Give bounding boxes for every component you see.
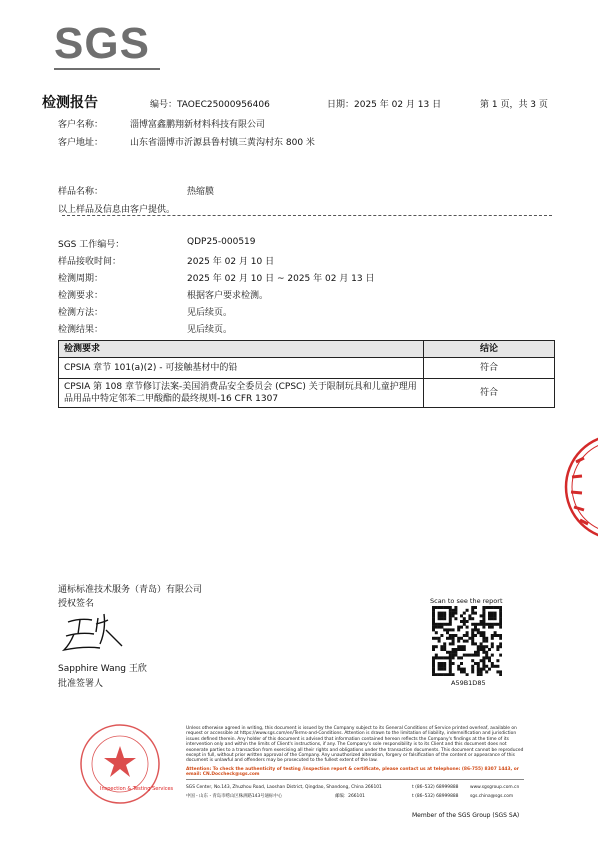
field-label: 检测要求： [58, 291, 104, 301]
table-header-requirement: 检测要求 [59, 341, 424, 358]
footer-email[interactable]: sgs.china@sgs.com [470, 794, 514, 799]
field-value: 2025 年 02 月 10 日 [187, 257, 275, 267]
report-qr-code[interactable] [432, 606, 502, 676]
result-cell: 符合 [424, 379, 555, 408]
requirement-cell: CPSIA 第 108 章节修订法案-美国消费品安全委员会 (CPSC) 关于限制玩具和儿童护理用品用品中特定邻苯二甲酸酯的最终规则-16 CFR 1307 [59, 379, 424, 408]
table-row [59, 379, 555, 408]
report-number: 编号：TAOEC25000956406 [150, 100, 270, 110]
signatory-name: Sapphire Wang 王欣 [58, 664, 147, 674]
company-seal-edge [556, 432, 598, 542]
field-label: 样品接收时间： [58, 257, 122, 267]
sample-note: 以上样品及信息由客户提供。 [58, 205, 176, 215]
signatory-role: 批准签署人 [58, 679, 104, 689]
sample-name-label: 样品名称： [58, 187, 104, 197]
client-address-label: 客户地址： [58, 138, 104, 148]
footer-rule [186, 779, 524, 780]
field-value: 见后续页。 [187, 308, 233, 318]
footer-seal-sub: Inspection & Testing Services [100, 786, 174, 792]
field-label: 检测周期： [58, 274, 104, 284]
table-row [59, 358, 555, 379]
page-indicator: 第 1 页，共 3 页 [480, 100, 548, 110]
field-value: QDP25-000519 [187, 237, 256, 247]
footer-attention: Attention: To check the authenticity of testing /inspection report & certificate, please contact us at telephone: (86-755) 8307 1443, or email: CN.Doccheck@sgs.com [186, 767, 519, 778]
report-title: 检测报告 [42, 95, 98, 111]
footer-seal [78, 722, 162, 806]
footer-address-cn: 中国・山东・青岛市崂山区株洲路143号通标中心 [186, 794, 283, 799]
footer-disclaimer: Unless otherwise agreed in writing, this document is issued by the Company subject to its General Conditions of Service printed overleaf, available on request or accessible at https://www.sgs.com/en/Terms-and-Conditions. Attention is drawn to the limitation of liability, indemnification and jurisdiction issues defined therein. Any holder of this document is advised that information contained hereon reflects the Company's findings at the time of its intervention only and within the limits of Client's instructions, if any. The Company's sole responsibility is to its Client and this document does not exonerate parties to a transaction from exercising all their rights and obligations under the transaction documents. This document cannot be reproduced except in full, without prior written approval of the Company. Any unauthorized alteration, forgery or falsification of the content or appearance of this document is unlawful and offenders may be prosecuted to the fullest extent of the law. [186, 726, 524, 764]
sample-name: 热缩膜 [187, 187, 215, 197]
table-header-result: 结论 [424, 341, 555, 358]
field-value: 根据客户要求检测。 [187, 291, 269, 301]
footer-address-en: SGS Center, No.143, Zhuzhou Road, Laoshan District, Qingdao, Shandong, China 266101 [186, 785, 382, 790]
table-header-row [59, 341, 555, 358]
separator-line [62, 215, 552, 216]
field-label: 检测方法： [58, 308, 104, 318]
requirement-cell: CPSIA 章节 101(a)(2) - 可接触基材中的铅 [59, 358, 424, 379]
field-label: SGS 工作编号： [58, 240, 125, 250]
requirements-table [58, 340, 555, 408]
field-value: 见后续页。 [187, 325, 233, 335]
client-name: 淄博富鑫鹏翔新材料科技有限公司 [130, 120, 266, 130]
authorized-signature-label: 授权签名 [58, 599, 95, 609]
field-value: 2025 年 02 月 10 日 ~ 2025 年 02 月 13 日 [187, 274, 375, 284]
signing-company: 通标标准技术服务（青岛）有限公司 [58, 585, 203, 595]
handwritten-signature [60, 610, 130, 656]
qr-code-id: A59B1D85 [451, 679, 486, 687]
footer-web[interactable]: www.sgsgroup.com.cn [470, 785, 520, 790]
footer-tel-cn: t (86–532) 68999888 [412, 794, 459, 799]
footer-zip-cn: 邮编：266101 [335, 794, 365, 799]
client-name-label: 客户名称： [58, 120, 104, 130]
footer-tel-en: t (86–532) 68999888 [412, 785, 459, 790]
qr-caption: Scan to see the report [430, 597, 503, 605]
sgs-logo: SGS [54, 19, 150, 68]
footer-member: Member of the SGS Group (SGS SA) [412, 812, 520, 819]
client-address: 山东省淄博市沂源县鲁村镇三黄沟村东 800 米 [130, 138, 315, 148]
field-label: 检测结果： [58, 325, 104, 335]
report-date: 日期：2025 年 02 月 13 日 [327, 100, 442, 110]
logo-underline [54, 68, 160, 70]
result-cell: 符合 [424, 358, 555, 379]
